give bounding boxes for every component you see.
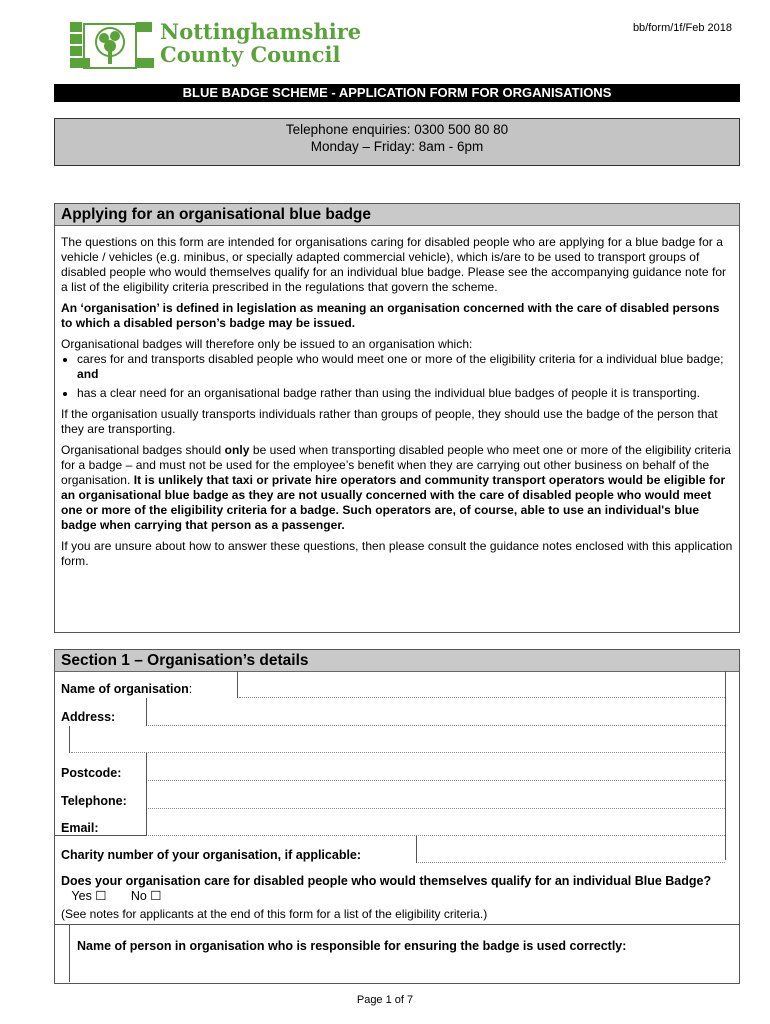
divider: [69, 726, 70, 753]
intro-heading: Applying for an organisational blue badge: [55, 204, 739, 226]
contact-phone: Telephone enquiries: 0300 500 80 80: [285, 122, 509, 137]
form-title: BLUE BADGE SCHEME - APPLICATION FORM FOR ORGANISATIONS: [54, 84, 740, 102]
bullet-1-text: cares for and transports disabled people who would meet one or more of the eligibility criteria for a individual blue badge;: [77, 352, 724, 366]
care-note: (See notes for applicants at the end of this form for a list of the eligibility criteria.): [61, 907, 488, 921]
responsible-label: Name of person in organisation who is responsible for ensuring the badge is used correctly:: [77, 939, 627, 953]
charity-label: Charity number of your organisation, if applicable:: [61, 848, 362, 862]
intro-paragraph-4: If the organisation usually transports individuals rather than groups of people, they should use the badge of the person that they are transporting.: [61, 407, 718, 436]
divider: [146, 809, 147, 836]
address-label: Address:: [61, 710, 116, 724]
divider: [416, 836, 417, 863]
contact-hours: Monday – Friday: 8am - 6pm: [310, 139, 484, 154]
responsible-row: [55, 924, 739, 982]
intro-paragraph-5: [61, 443, 733, 533]
page-number: Page 1 of 7: [356, 994, 414, 1006]
p5-text-b: be used when transporting disabled people who meet one or more of the eligibility criteria for a badge – and must not be used for the employee’s benefit when they are carrying out other business on behalf of the organisation.: [61, 443, 731, 487]
address-row: [55, 698, 739, 726]
divider: [69, 924, 70, 982]
p5-bold: It is unlikely that taxi or private hire operators and community transport operators would be eligible for an organisational blue badge as they are not usually concerned with the care of disabled people who would meet one or more of the eligibility criteria for a badge. Such operators are, of course, able to use an individual's blue badge when carrying that person as a passenger.: [61, 473, 726, 532]
intro-paragraph-1: The questions on this form are intended for organisations caring for disabled people who are applying for a blue badge for a vehicle / vehicles (e.g. minibus, or specially adapted commercial vehicle), which is/are to be used to transport groups of disabled people who would themselves qualify for an individual blue badge. Please see the accompanying guidance note for a list of the eligibility criteria prescribed in the regulations that govern the scheme.: [61, 235, 727, 294]
contact-box: [54, 118, 740, 166]
charity-number-field[interactable]: [418, 862, 725, 863]
intro-paragraph-6: If you are unsure about how to answer these questions, then please consult the guidance notes enclosed with this application form.: [61, 539, 733, 568]
eligibility-list: [61, 352, 733, 401]
postcode-label: Postcode:: [61, 766, 122, 780]
care-question-row: [55, 874, 739, 921]
email-row: [55, 809, 739, 836]
care-question-text: Does your organisation care for disabled people who would themselves qualify for an individual Blue Badge?: [61, 874, 712, 888]
yes-checkbox[interactable]: Yes ☐: [71, 889, 107, 903]
email-label: Email:: [61, 821, 99, 835]
divider: [146, 753, 147, 781]
no-checkbox[interactable]: No ☐: [130, 889, 162, 903]
section-1-heading: Section 1 – Organisation’s details: [55, 650, 739, 672]
intro-paragraph-3: Organisational badges will therefore only be issued to an organisation which:: [61, 337, 473, 351]
section-1: [54, 649, 740, 984]
telephone-label: Telephone:: [61, 794, 127, 808]
name-label-text: Name of organisation: [61, 682, 189, 696]
name-label-colon: :: [188, 682, 193, 696]
postcode-row: [55, 753, 739, 781]
intro-body: [55, 226, 739, 569]
divider: [237, 671, 238, 698]
name-label: [61, 682, 192, 696]
responsible-person-field[interactable]: [77, 978, 725, 979]
council-name-line2: County Council: [160, 42, 341, 67]
bullet-2-text: has a clear need for an organisational badge rather than using the individual blue badges of people it is transporting.: [77, 386, 701, 400]
council-name: [160, 20, 361, 66]
address-row-2: [55, 726, 739, 753]
intro-definition: An ‘organisation’ is defined in legislation as meaning an organisation concerned with the care of disabled persons to which a disabled person’s badge may be issued.: [61, 301, 720, 330]
bullet-1-and: and: [77, 367, 99, 381]
council-name-line1: Nottinghamshire: [160, 19, 362, 44]
care-question: [61, 874, 721, 904]
divider: [146, 781, 147, 809]
council-crest-icon: [68, 20, 158, 70]
intro-section: [54, 203, 740, 633]
form-reference: bb/form/1f/Feb 2018: [632, 22, 732, 34]
name-row: [55, 671, 739, 698]
p5-only: only: [224, 443, 250, 457]
charity-row: [55, 836, 739, 863]
p5-text-a: Organisational badges should: [61, 443, 222, 457]
list-item: [77, 386, 733, 401]
telephone-row: [55, 781, 739, 809]
list-item: [77, 352, 733, 382]
divider: [146, 698, 147, 726]
